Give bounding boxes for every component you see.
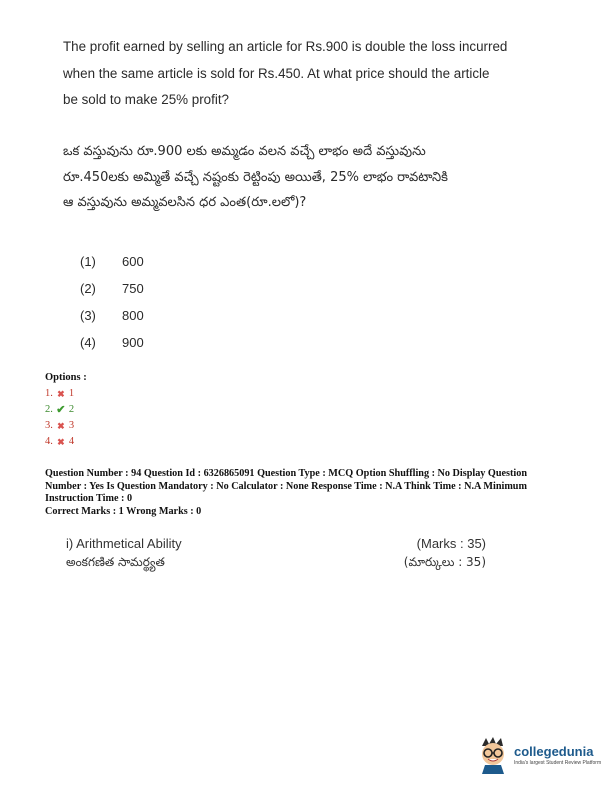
question-line: when the same article is sold for Rs.450. At what price should the article [63,65,490,81]
answer-options [45,370,87,450]
option-value: 750 [122,281,144,296]
option-number: (3) [80,308,96,323]
answer-value: 2 [68,404,75,415]
section-marks: (Marks : 35) [416,536,486,551]
option-row [80,329,144,356]
section-row-telugu [66,555,486,574]
question-line: The profit earned by selling an article for Rs.900 is double the loss incurred [63,39,508,54]
logo-text [514,744,601,766]
answer-index: 4. [45,436,53,447]
metadata-line: Correct Marks : 1 Wrong Marks : 0 [45,505,202,517]
cross-icon: ✖ [57,389,65,399]
metadata-line: Question Number : 94 Question Id : 6326865091 Question Type : MCQ Option Shuffling : No Display Question [45,468,527,479]
metadata-line: Number : Yes Is Question Mandatory : No Calculator : None Response Time : N.A Think Time : N.A Minimum [45,480,527,492]
answer-option-wrong [45,418,87,434]
answer-value: 1 [68,388,75,399]
brand-tagline: India's largest Student Review Platform [514,760,602,766]
option-number: (2) [80,281,96,296]
question-english [63,34,563,114]
answer-option-wrong [45,386,87,402]
question-line: రూ.450లకు అమ్మితే వచ్చే నష్టంకు రెట్టింపు అయితే, 25% లాభం రావటానికి [63,169,448,185]
option-number: (4) [80,335,96,350]
answer-option-correct [45,402,87,418]
answer-value: 3 [68,420,75,431]
section-row-english [66,536,486,555]
answer-value: 4 [68,436,75,447]
option-row [80,248,144,275]
option-row [80,302,144,329]
question-metadata [45,468,565,518]
option-value: 800 [122,308,144,323]
answer-index: 1. [45,388,53,399]
cross-icon: ✖ [57,437,65,447]
section-name-telugu: అంకగణిత సామర్థ్యత [66,555,165,569]
option-row [80,275,144,302]
answer-index: 3. [45,420,53,431]
section-header [66,536,486,574]
options-title: Options : [45,372,87,383]
check-icon: ✔ [56,404,66,416]
metadata-line: Instruction Time : 0 [45,493,133,504]
section-marks-telugu: (మార్కులు : 35) [403,555,486,569]
option-number: (1) [80,254,96,269]
option-value: 600 [122,254,144,269]
answer-index: 2. [45,404,53,415]
section-name: i) Arithmetical Ability [66,536,182,551]
brand-name: collegedunia [514,744,594,759]
question-line: ఒక వస్తువును రూ.900 లకు అమ్మడం వలన వచ్చే లాభం అదే వస్తువును [63,144,426,159]
mascot-icon [476,736,510,774]
answer-option-wrong [45,434,87,450]
question-options [80,248,144,356]
cross-icon: ✖ [57,421,65,431]
option-value: 900 [122,335,144,350]
question-line: ఆ వస్తువును అమ్మవలసిన ధర ఎంత(రూ.లలో)? [63,195,307,210]
collegedunia-logo [476,735,606,775]
question-telugu [63,139,563,216]
question-line: be sold to make 25% profit? [63,92,229,107]
